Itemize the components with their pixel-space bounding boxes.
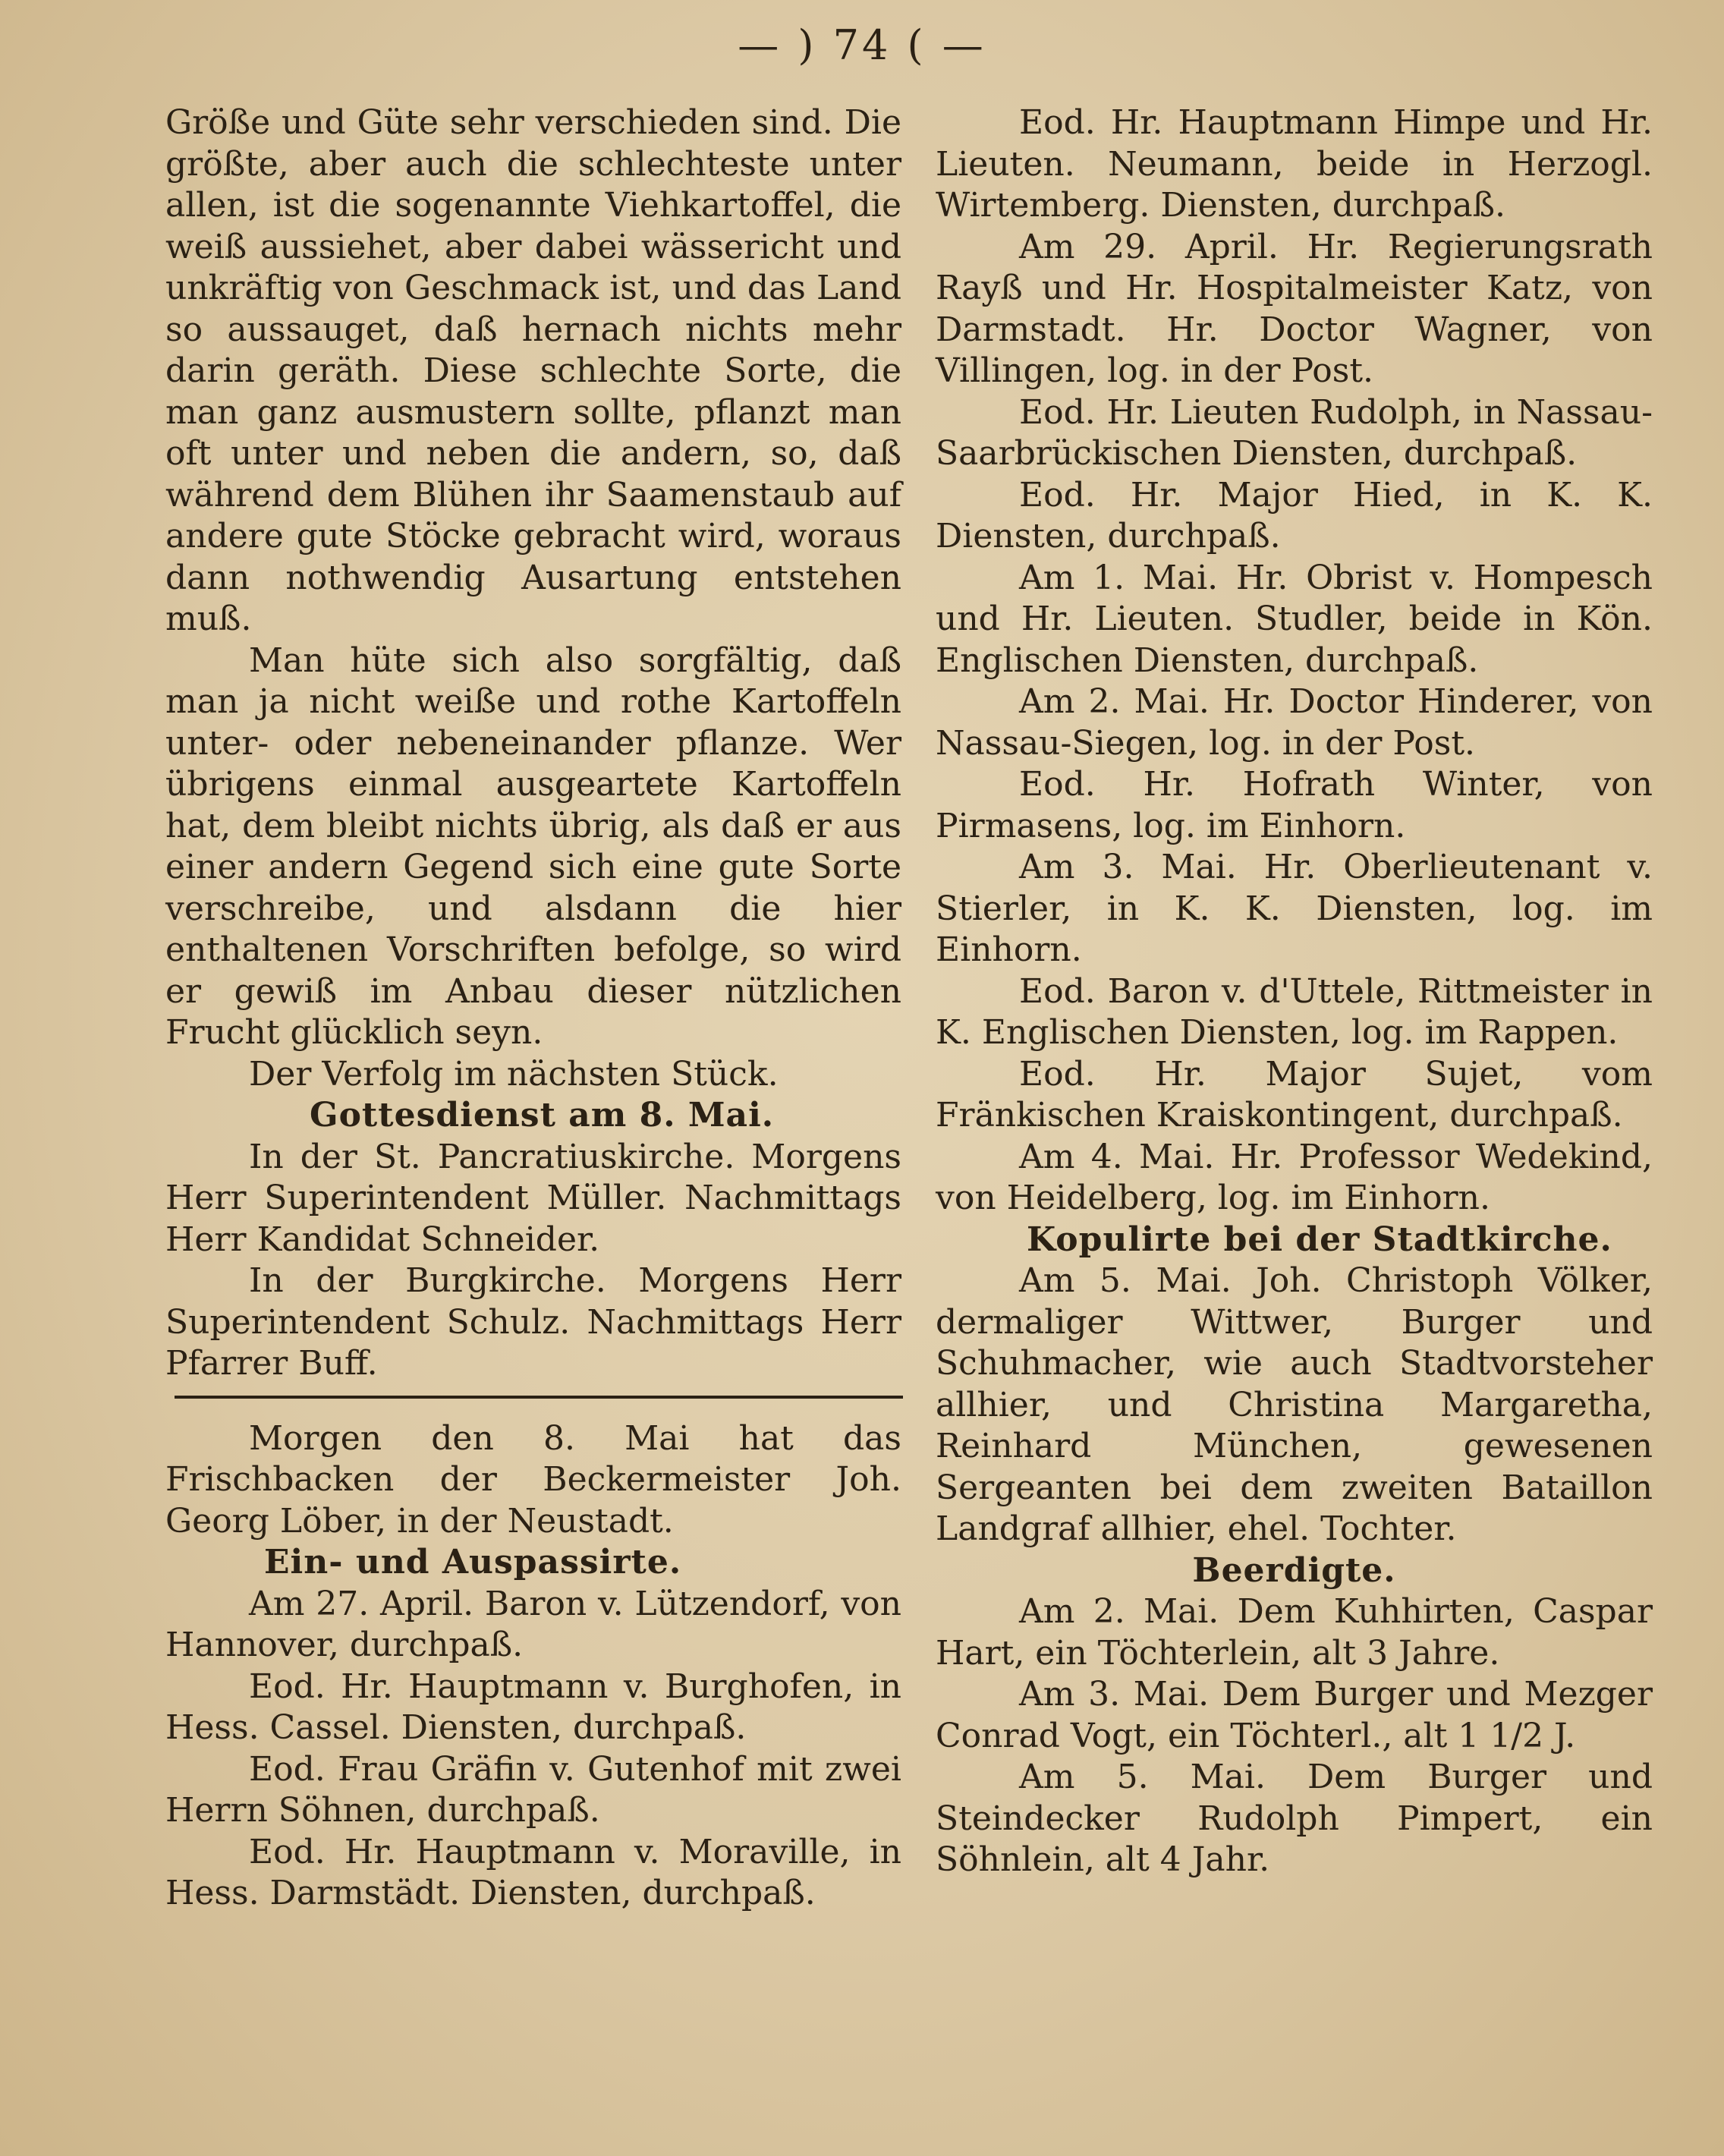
- section-heading-gottesdienst: Gottesdienst am 8. Mai.: [310, 1096, 775, 1135]
- entry: Eod. Hr. Hofrath Winter, von Pirmasens, log. im Einhorn.: [936, 765, 1653, 845]
- entry: Am 2. Mai. Hr. Doctor Hinderer, von Nassau-Siegen, log. in der Post.: [936, 682, 1653, 763]
- right-column: [936, 102, 1653, 1881]
- entry: Eod. Hr. Hauptmann v. Burghofen, in Hess. Cassel. Diensten, durchpaß.: [165, 1667, 901, 1747]
- entry: Eod. Hr. Lieuten Rudolph, in Nassau-Saarbrückischen Diensten, durchpaß.: [936, 392, 1653, 473]
- paragraph: Größe und Güte sehr verschieden sind. Die größte, aber auch die schlechteste unter allen, ist die sogenannte Viehkartoffel, die weiß aussiehet, aber dabei wässericht und unkräftig von Geschmack ist, und das Land so aussauget, daß hernach nichts mehr darin geräth. Diese schlechte Sorte, die man ganz ausmustern sollte, pflanzt man oft unter und neben die andern, so, daß während dem Blühen ihr Saamenstaub auf andere gute Stöcke gebracht wird, woraus dann nothwendig Ausartung entstehen muß.: [165, 103, 901, 638]
- entry: Am 29. April. Hr. Regierungsrath Rayß und Hr. Hospitalmeister Katz, von Darmstadt. Hr. Doctor Wagner, von Villingen, log. in der Post.: [936, 227, 1653, 390]
- paragraph: Man hüte sich also sorgfältig, daß man ja nicht weiße und rothe Kartoffeln unter- oder nebeneinander pflanze. Wer übrigens einmal ausgeartete Kartoffeln hat, dem bleibt nichts übrig, als daß er aus einer andern Gegend sich eine gute Sorte verschreibe, und alsdann die hier enthaltenen Vorschriften befolge, so wird er gewiß im Anbau dieser nützlichen Frucht glücklich seyn.: [165, 641, 901, 1052]
- entry: Am 1. Mai. Hr. Obrist v. Hompesch und Hr. Lieuten. Studler, beide in Kön. Englischen Diensten, durchpaß.: [936, 558, 1653, 680]
- entry: Eod. Baron v. d'Uttele, Rittmeister in K. Englischen Diensten, log. im Rappen.: [936, 971, 1653, 1052]
- entry: Am 4. Mai. Hr. Professor Wedekind, von Heidelberg, log. im Einhorn.: [936, 1137, 1653, 1217]
- entry: Am 5. Mai. Joh. Christoph Völker, dermaliger Wittwer, Burger und Schuhmacher, wie auch Stadtvorsteher allhier, und Christina Margaretha, Reinhard München, gewesenen Sergeanten bei dem zweiten Bataillon Landgraf allhier, ehel. Tochter.: [936, 1261, 1653, 1548]
- entry: Am 3. Mai. Dem Burger und Mezger Conrad Vogt, ein Töchterl., alt 1 1/2 J.: [936, 1675, 1653, 1755]
- entry: Eod. Frau Gräfin v. Gutenhof mit zwei Herrn Söhnen, durchpaß.: [165, 1749, 901, 1830]
- entry: Eod. Hr. Hauptmann Himpe und Hr. Lieuten. Neumann, beide in Herzogl. Wirtemberg. Diensten, durchpaß.: [936, 103, 1653, 225]
- section-heading-beerdigte: Beerdigte.: [1192, 1550, 1396, 1590]
- section-heading-kopulirte: Kopulirte bei der Stadtkirche.: [1027, 1220, 1612, 1259]
- entry: Am 2. Mai. Dem Kuhhirten, Caspar Hart, ein Töchterlein, alt 3 Jahre.: [936, 1592, 1653, 1673]
- paragraph: In der Burgkirche. Morgens Herr Superintendent Schulz. Nachmittags Herr Pfarrer Buff.: [165, 1261, 901, 1383]
- paragraph: Morgen den 8. Mai hat das Frischbacken der Beckermeister Joh. Georg Löber, in der Neustadt.: [165, 1418, 901, 1541]
- entry: Am 3. Mai. Hr. Oberlieutenant v. Stierler, in K. K. Diensten, log. im Einhorn.: [936, 848, 1653, 969]
- left-column: [165, 102, 901, 1915]
- entry: Am 5. Mai. Dem Burger und Steindecker Rudolph Pimpert, ein Söhnlein, alt 4 Jahr.: [936, 1758, 1653, 1879]
- paragraph: In der St. Pancratiuskirche. Morgens Herr Superintendent Müller. Nachmittags Herr Kandidat Schneider.: [165, 1137, 901, 1259]
- continuation-note: Der Verfolg im nächsten Stück.: [249, 1054, 779, 1094]
- divider-rule: [175, 1396, 903, 1399]
- entry: Eod. Hr. Major Hied, in K. K. Diensten, durchpaß.: [936, 475, 1653, 556]
- entry: Eod. Hr. Major Sujet, vom Fränkischen Kraiskontingent, durchpaß.: [936, 1054, 1653, 1135]
- entry: Am 27. April. Baron v. Lützendorf, von Hannover, durchpaß.: [165, 1584, 901, 1664]
- entry: Eod. Hr. Hauptmann v. Moraville, in Hess. Darmstädt. Diensten, durchpaß.: [165, 1832, 901, 1912]
- section-heading-passirte: Ein- und Auspassirte.: [264, 1543, 682, 1582]
- page-number-header: — ) 74 ( —: [738, 21, 986, 69]
